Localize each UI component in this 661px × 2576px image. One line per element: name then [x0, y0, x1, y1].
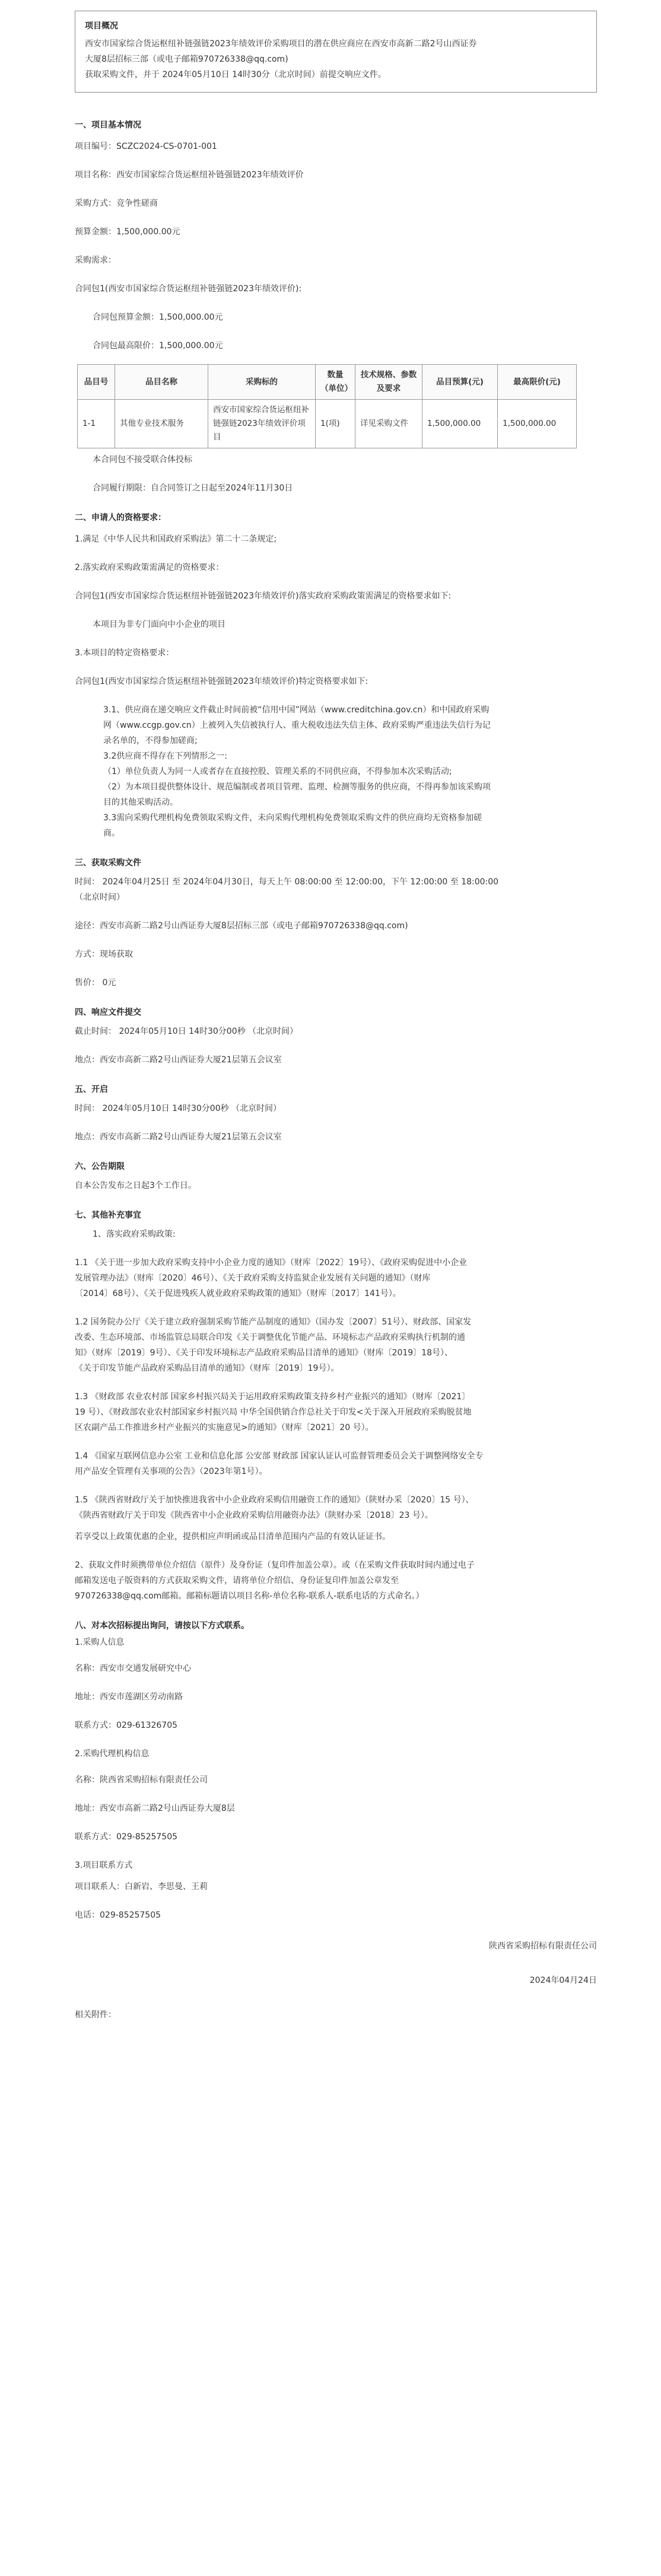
acquisition-method: 方式：现场获取	[75, 950, 133, 959]
requirement-line: 3.3需向采购代理机构免费领取采购文件，未向采购代理机构免费领取采购文件的供应商均无资格参加磋	[103, 813, 482, 823]
acquisition-note: 970726338@qq.com邮箱。邮箱标题请以项目名称-单位名称-联系人-联系电话的方式命名。）	[75, 1591, 424, 1601]
policy-paragraph: 19 号）、《财政部农业农村部国家乡村振兴局 中华全国供销合作总社关于印发<关于深入开展政府采购脱贫地	[75, 1408, 472, 1417]
overview-title: 项目概况	[85, 21, 118, 31]
policy-paragraph: 1.4 《国家互联网信息办公室 工业和信息化部 公安部 财政部 国家认证认可监督管理委员会关于调整网络安全专	[75, 1451, 484, 1461]
column-header: 品目预算(元)	[422, 365, 498, 400]
column-header: 最高限价(元)	[498, 365, 577, 400]
column-header: 采购标的	[208, 365, 316, 400]
budget-amount: 预算金额：1,500,000.00元	[75, 227, 180, 237]
contact-group-title: 1.采购人信息	[75, 1638, 125, 1647]
policy-paragraph: 1.5 《陕西省财政厅关于加快推进我省中小企业政府采购信用融资工作的通知》（陕财办采〔2020〕15 号）、	[75, 1495, 474, 1505]
acquisition-note: 2、获取文件时须携带单位介绍信（原件）及身份证（复印件加盖公章）。或（在采购文件获取时间内通过电子	[75, 1561, 475, 1570]
section-heading: 三、获取采购文件	[75, 858, 141, 868]
requirement-line: （1）单位负责人为同一人或者存在直接控股、管理关系的不同供应商，不得参加本次采购活动;	[103, 767, 452, 776]
qualification-detail: 本项目为非专门面向中小企业的项目	[93, 620, 225, 629]
requirement-line: 商。	[103, 829, 120, 838]
lot-max-price: 合同包最高限价：1,500,000.00元	[93, 341, 223, 351]
lot-budget: 合同包预算金额：1,500,000.00元	[93, 313, 223, 322]
policy-paragraph: 〔2014〕68号）、《关于促进残疾人就业政府采购政策的通知》（财库〔2017〕141号）。	[75, 1289, 401, 1298]
requirement-line: （2）为本项目提供整体设计、规范编制或者项目管理、监理、检测等服务的供应商，不得再参加该采购项	[103, 782, 491, 792]
overview-text: 西安市国家综合货运枢纽补链强链2023年绩效评价采购项目的潜在供应商应在西安市高新二路2号山西证券	[85, 39, 477, 49]
section-heading: 二、申请人的资格要求：	[75, 513, 166, 523]
procurement-method: 采购方式：竞争性磋商	[75, 199, 158, 208]
table-cell: 西安市国家综合货运枢纽补链强链2023年绩效评价项目	[208, 400, 316, 448]
table-cell: 1-1	[78, 400, 115, 448]
policy-paragraph: 若享受以上政策优惠的企业，提供相应声明函或品目清单范围内产品的有效认证证书。	[75, 1532, 390, 1542]
contact-name: 名称：陕西省采购招标有限责任公司	[75, 1775, 208, 1785]
contact-phone: 电话：029-85257505	[75, 1910, 161, 1920]
no-consortium-note: 本合同包不接受联合体投标	[93, 455, 192, 464]
qualification-item: 2.落实政府采购政策需满足的资格要求：	[75, 563, 224, 572]
contact-name: 名称：西安市交通发展研究中心	[75, 1664, 191, 1673]
project-number: 项目编号：SCZC2024-CS-0701-001	[75, 142, 217, 151]
requirement-line: 3.2供应商不得存在下列情形之一:	[103, 752, 227, 761]
contact-group-title: 2.采购代理机构信息	[75, 1749, 150, 1759]
table-cell: 其他专业技术服务	[115, 400, 208, 448]
overview-text: 大厦8层招标三部（或电子邮箱970726338@qq.com)	[85, 55, 288, 64]
requirement-line: 3.1、供应商在递交响应文件截止时间前被“信用中国”网站（www.creditchina.gov.cn）和中国政府采购	[103, 705, 490, 715]
policy-paragraph: 用产品安全管理有关事项的公告》（2023年第1号）。	[75, 1467, 268, 1476]
requirement-line: 目的其他采购活动。	[103, 798, 178, 807]
policy-paragraph: 1.3 《财政部 农业农村部 国家乡村振兴局关于运用政府采购政策支持乡村产业振兴的通知》（财库〔2021〕	[75, 1392, 471, 1402]
overview-text: 获取采购文件，并于 2024年05月10日 14时30分（北京时间）前提交响应文件。	[85, 70, 386, 79]
project-overview-box	[75, 11, 597, 93]
column-header: 数量（单位）	[316, 365, 355, 400]
section-heading: 八、对本次招标提出询问，请按以下方式联系。	[75, 1621, 249, 1631]
contract-period: 合同履行期限：自合同签订之日起至2024年11月30日	[93, 483, 293, 493]
contact-phone: 联系方式：029-61326705	[75, 1721, 178, 1730]
section-heading: 一、项目基本情况	[75, 120, 141, 130]
policy-paragraph: 改委、生态环境部、市场监管总局联合印发《关于调整优化节能产品、环境标志产品政府采购执行机制的通	[75, 1333, 465, 1342]
attachments-label: 相关附件：	[75, 2010, 116, 2020]
table-cell: 1,500,000.00	[498, 400, 577, 448]
submission-deadline: 截止时间： 2024年05月10日 14时30分00秒 （北京时间）	[75, 1027, 298, 1036]
policy-paragraph: 《关于印发节能产品政府采购品目清单的通知》（财库〔2019〕19号）。	[75, 1364, 339, 1373]
qualification-lot: 合同包1(西安市国家综合货运枢纽补链强链2023年绩效评价)特定资格要求如下:	[75, 677, 368, 686]
policy-intro: 1、落实政府采购政策:	[93, 1230, 176, 1239]
requirement-line: 网（www.ccgp.gov.cn）上被列入失信被执行人、重大税收违法失信主体、政府采购严重违法失信行为记	[103, 721, 491, 730]
policy-paragraph: 发展管理办法》（财库〔2020〕46号）、《关于政府采购支持监狱企业发展有关问题的通知》（财库	[75, 1273, 431, 1283]
acquisition-time: 时间： 2024年04月25日 至 2024年04月30日，每天上午 08:00:00 至 12:00:00，下午 12:00:00 至 18:00:00	[75, 877, 499, 887]
contact-address: 地址：西安市高新二路2号山西证券大厦8层	[75, 1804, 235, 1813]
specific-requirements	[75, 702, 597, 841]
policy-paragraph: 1.1 《关于进一步加大政府采购支持中小企业力度的通知》（财库〔2022〕19号）、《政府采购促进中小企业	[75, 1258, 468, 1268]
table-cell: 1(项)	[316, 400, 355, 448]
column-header: 技术规格、参数及要求	[355, 365, 422, 400]
notice-period: 自本公告发布之日起3个工作日。	[75, 1181, 196, 1190]
column-header: 品目名称	[115, 365, 208, 400]
project-name: 项目名称：西安市国家综合货运枢纽补链强链2023年绩效评价	[75, 170, 304, 180]
acquisition-time: （北京时间）	[75, 893, 125, 902]
table-cell: 详见采购文件	[355, 400, 422, 448]
contact-address: 地址：西安市莲湖区劳动南路	[75, 1692, 183, 1702]
opening-place: 地点：西安市高新二路2号山西证券大厦21层第五会议室	[75, 1132, 282, 1142]
submission-place: 地点：西安市高新二路2号山西证券大厦21层第五会议室	[75, 1055, 282, 1065]
procurement-items-table	[77, 364, 577, 448]
contact-people: 项目联系人：白新岩、李思曼、王莉	[75, 1882, 208, 1892]
policy-paragraph: 《陕西省财政厅关于印发《陕西省中小企业政府采购信用融资办法》（陕财办采〔2018〕23 号）。	[75, 1511, 433, 1520]
policy-paragraph: 区农副产品工作推进乡村产业振兴的实施意见>的通知》（财库〔2021〕20 号）。	[75, 1423, 374, 1432]
contract-lot-title: 合同包1(西安市国家综合货运枢纽补链强链2023年绩效评价):	[75, 284, 302, 294]
contact-group-title: 3.项目联系方式	[75, 1861, 133, 1870]
contact-phone: 联系方式：029-85257505	[75, 1832, 178, 1842]
procurement-demand-label: 采购需求：	[75, 256, 116, 265]
requirement-line: 录名单的，不得参加磋商;	[103, 736, 198, 746]
policy-paragraph: 1.2 国务院办公厅《关于建立政府强制采购节能产品制度的通知》（国办发〔2007〕51号）、财政部、国家发	[75, 1317, 472, 1327]
section-heading: 六、公告期限	[75, 1162, 125, 1171]
announcement-page	[75, 11, 597, 2023]
signing-organization: 陕西省采购招标有限责任公司	[489, 1941, 597, 1951]
section-heading: 七、其他补充事宜	[75, 1211, 141, 1220]
opening-time: 时间： 2024年05月10日 14时30分00秒 （北京时间）	[75, 1104, 282, 1113]
qualification-item: 1.满足《中华人民共和国政府采购法》第二十二条规定;	[75, 534, 277, 544]
acquisition-note: 邮箱发送电子版资料的方式获取采购文件，请将单位介绍信、身份证复印件加盖公章发至	[75, 1576, 399, 1585]
section-heading: 四、响应文件提交	[75, 1008, 141, 1017]
acquisition-way: 途径：西安市高新二路2号山西证券大厦8层招标三部（或电子邮箱970726338@qq.com)	[75, 921, 408, 931]
qualification-item: 3.本项目的特定资格要求：	[75, 648, 174, 658]
column-header: 品目号	[78, 365, 115, 400]
table-header-row	[78, 365, 577, 400]
signing-date: 2024年04月24日	[529, 1976, 597, 1985]
table-row	[78, 400, 577, 448]
qualification-lot: 合同包1(西安市国家综合货运枢纽补链强链2023年绩效评价)落实政府采购政策需满足的资格要求如下:	[75, 591, 452, 601]
section-heading: 五、开启	[75, 1085, 108, 1094]
document-price: 售价： 0元	[75, 978, 116, 988]
table-cell: 1,500,000.00	[422, 400, 498, 448]
policy-paragraph: 知》（财库〔2019〕9号）、《关于印发环境标志产品政府采购品目清单的通知》（财库〔2019〕18号）、	[75, 1348, 453, 1358]
